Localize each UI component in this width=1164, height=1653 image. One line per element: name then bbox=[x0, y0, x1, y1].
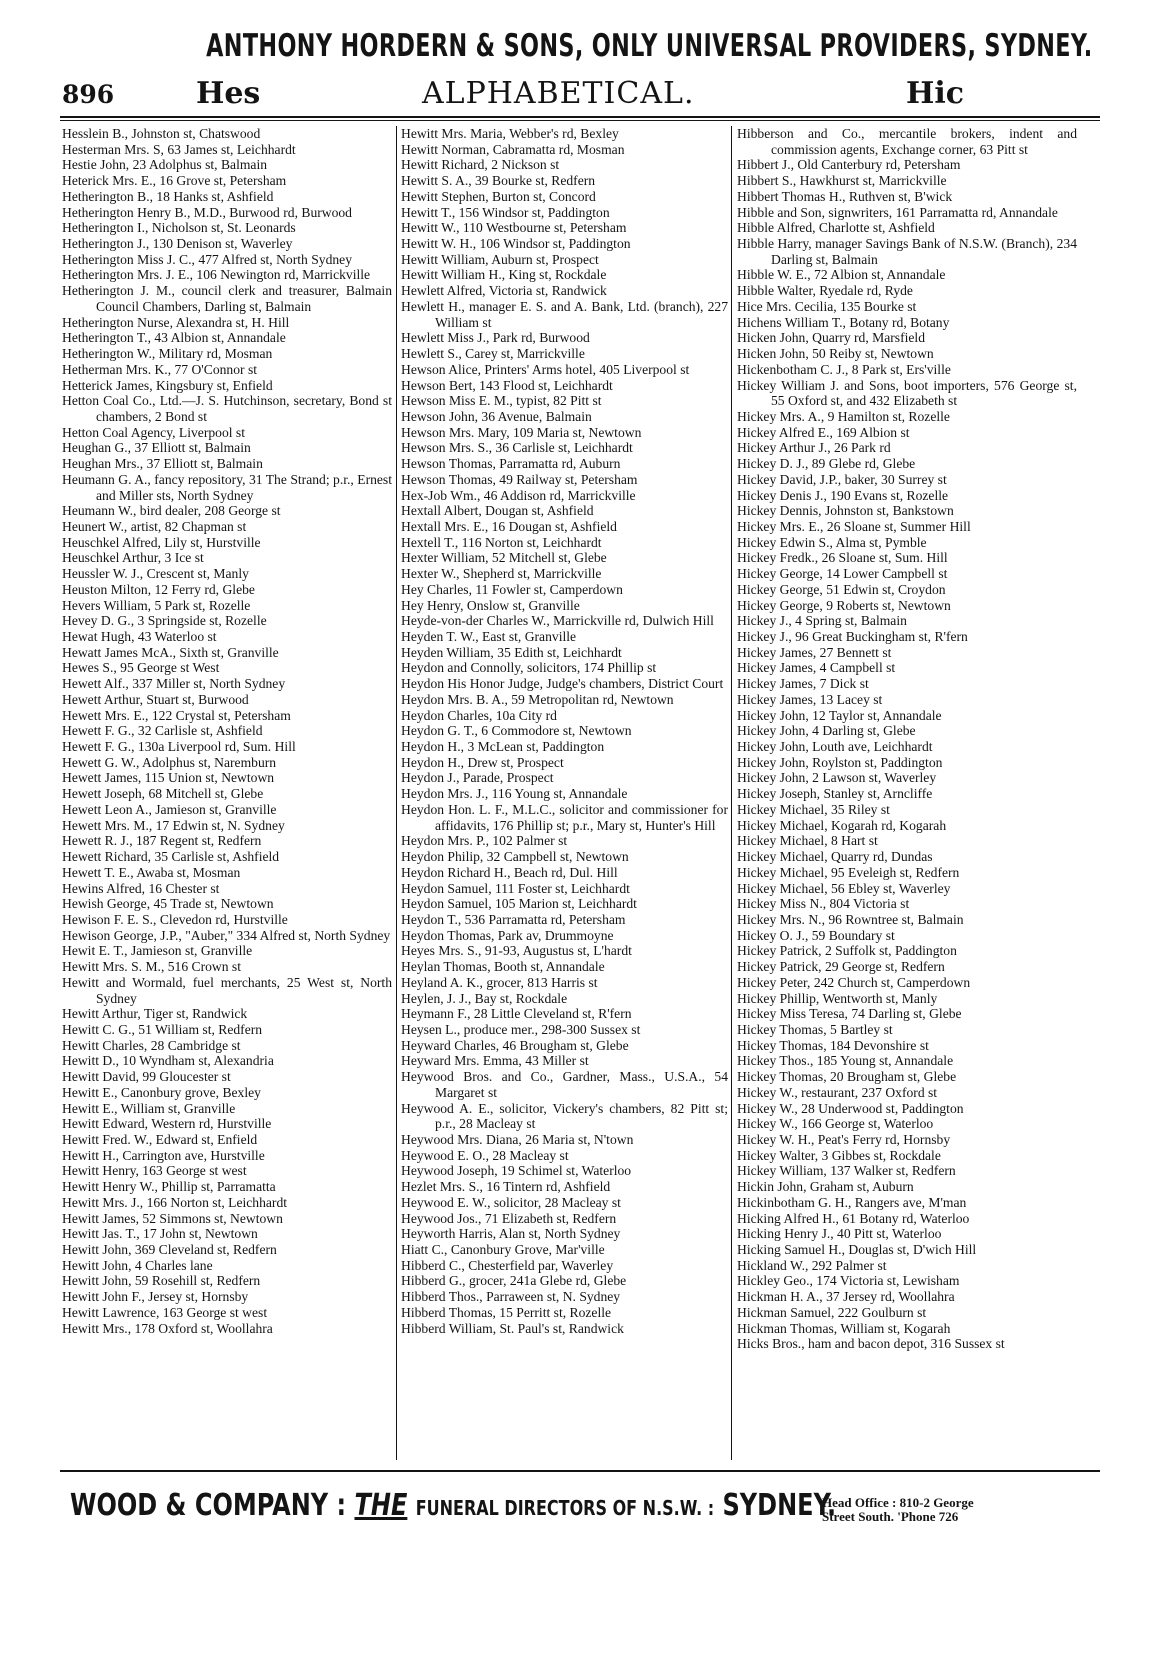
directory-entry: Hickey Michael, Kogarah rd, Kogarah bbox=[737, 817, 947, 833]
directory-entry: Hewitt and Wormald, fuel merchants, 25 West st, North Sydney bbox=[62, 974, 392, 1006]
left-guide-word: Hes bbox=[196, 76, 261, 111]
directory-entry: Hetton Coal Agency, Liverpool st bbox=[62, 424, 245, 440]
directory-column-2 bbox=[401, 126, 728, 1458]
directory-entry: Hewitt Stephen, Burton st, Concord bbox=[401, 188, 596, 204]
directory-entry: Hickey J., 96 Great Buckingham st, R'fern bbox=[737, 629, 968, 644]
directory-entry: Hibble Harry, manager Savings Bank of N.S.W. (Branch), 234 Darling st, Balmain bbox=[737, 236, 1077, 267]
directory-entry: Heyward Mrs. Emma, 43 Miller st bbox=[401, 1053, 589, 1069]
directory-entry: Heydon H., Drew st, Prospect bbox=[401, 754, 564, 770]
directory-entry: Hewitt Mrs. S. M., 516 Crown st bbox=[62, 959, 241, 975]
directory-entry: Hewson Mrs. Mary, 109 Maria st, Newtown bbox=[401, 424, 642, 440]
directory-entry: Hewlett Miss J., Park rd, Burwood bbox=[401, 330, 590, 346]
directory-entry: Hewitt W. H., 106 Windsor st, Paddington bbox=[401, 236, 631, 252]
directory-entry: Heydon J., Parade, Prospect bbox=[401, 770, 554, 786]
directory-entry: Hetherington Mrs. J. E., 106 Newington rd, Marrickville bbox=[62, 267, 371, 283]
directory-entry: Hewitt Jas. T., 17 John st, Newtown bbox=[62, 1226, 258, 1242]
directory-entry: Hibbert Thomas H., Ruthven st, B'wick bbox=[737, 188, 953, 204]
directory-entry: Hibberd C., Chesterfield par, Waverley bbox=[401, 1257, 614, 1273]
directory-entry: Heydon and Connolly, solicitors, 174 Phillip st bbox=[401, 660, 657, 676]
directory-entry: Hickey James, 4 Campbell st bbox=[737, 660, 896, 676]
directory-entry: Hibble Walter, Ryedale rd, Ryde bbox=[737, 283, 913, 299]
directory-entry: Hickey Michael, 95 Eveleigh st, Redfern bbox=[737, 864, 960, 880]
directory-entry: Heydon Thomas, Park av, Drummoyne bbox=[401, 927, 614, 943]
directory-entry: Hickey Peter, 242 Church st, Camperdown bbox=[737, 974, 971, 990]
directory-entry: Heylan Thomas, Booth st, Annandale bbox=[401, 959, 605, 975]
directory-entry: Hickman Samuel, 222 Goulburn st bbox=[737, 1304, 927, 1320]
page-number: 896 bbox=[62, 80, 115, 109]
directory-entry: Heydon T., 536 Parramatta rd, Petersham bbox=[401, 911, 626, 927]
directory-entry: Hickey Thomas, 184 Devonshire st bbox=[737, 1037, 929, 1053]
directory-entry: Hickey Mrs. N., 96 Rowntree st, Balmain bbox=[737, 911, 964, 927]
directory-entry: Hewitt Lawrence, 163 George st west bbox=[62, 1304, 268, 1320]
directory-entry: Hewett Mrs. M., 17 Edwin st, N. Sydney bbox=[62, 817, 285, 833]
directory-entry: Hewson Thomas, 49 Railway st, Petersham bbox=[401, 471, 638, 487]
directory-entry: Hewett F. G., 32 Carlisle st, Ashfield bbox=[62, 723, 263, 739]
directory-entry: Hewitt C. G., 51 William st, Redfern bbox=[62, 1021, 263, 1037]
directory-entry: Heydon Mrs. B. A., 59 Metropolitan rd, Newtown bbox=[401, 691, 674, 707]
directory-entry: Heughan G., 37 Elliott st, Balmain bbox=[62, 440, 251, 456]
directory-entry: Hickey Mrs. E., 26 Sloane st, Summer Hill bbox=[737, 518, 971, 534]
directory-entry: Heyes Mrs. S., 91-93, Augustus st, L'hardt bbox=[401, 943, 632, 959]
directory-entry: Hetherington Henry B., M.D., Burwood rd, Burwood bbox=[62, 204, 352, 220]
directory-entry: Hewitt John F., Jersey st, Hornsby bbox=[62, 1289, 249, 1305]
directory-entry: Hibberd Thos., Parraween st, N. Sydney bbox=[401, 1289, 621, 1305]
directory-entry: Hextall Albert, Dougan st, Ashfield bbox=[401, 503, 594, 519]
directory-entry: Hickey Thos., 185 Young st, Annandale bbox=[737, 1053, 954, 1069]
directory-entry: Hickey Thomas, 5 Bartley st bbox=[737, 1021, 893, 1037]
directory-entry: Hewett Leon A., Jamieson st, Granville bbox=[62, 801, 277, 817]
directory-entry: Heywood Mrs. Diana, 26 Maria st, N'town bbox=[401, 1132, 634, 1147]
directory-entry: Hewitt William H., King st, Rockdale bbox=[401, 267, 607, 283]
directory-entry: Hibberd Thomas, 15 Perritt st, Rozelle bbox=[401, 1304, 612, 1320]
directory-entry: Hewitt W., 110 Westbourne st, Petersham bbox=[401, 220, 627, 236]
directory-entry: Hickey James, 7 Dick st bbox=[737, 676, 869, 692]
directory-entry: Hickey Arthur J., 26 Park rd bbox=[737, 440, 891, 456]
directory-entry: Hewitt E., Canonbury grove, Bexley bbox=[62, 1084, 261, 1100]
directory-entry: Heydon Hon. L. F., M.L.C., solicitor and commissioner for affidavits, 176 Phillip st; p.r., Mary st, Hunter's Hill bbox=[401, 801, 728, 833]
directory-entry: Hewett Joseph, 68 Mitchell st, Glebe bbox=[62, 786, 264, 802]
directory-entry: Hicking Henry J., 40 Pitt st, Waterloo bbox=[737, 1226, 942, 1242]
directory-entry: Hexter William, 52 Mitchell st, Glebe bbox=[401, 550, 607, 566]
directory-entry: Hickey Patrick, 29 George st, Redfern bbox=[737, 959, 945, 975]
directory-entry: Hickey Michael, Quarry rd, Dundas bbox=[737, 849, 933, 865]
directory-entry: Heydon Charles, 10a City rd bbox=[401, 707, 557, 723]
directory-entry: Hickey W. H., Peat's Ferry rd, Hornsby bbox=[737, 1132, 951, 1147]
directory-entry: Hewitt Mrs. Maria, Webber's rd, Bexley bbox=[401, 126, 619, 141]
column-divider-2 bbox=[731, 126, 732, 1460]
footer-slogan bbox=[70, 1488, 836, 1523]
directory-entry: Hewitt T., 156 Windsor st, Paddington bbox=[401, 204, 610, 220]
directory-entry: Hewitt John, 369 Cleveland st, Redfern bbox=[62, 1242, 277, 1258]
directory-entry: Hicken John, Quarry rd, Marsfield bbox=[737, 330, 925, 346]
directory-entry: Hickey J., 4 Spring st, Balmain bbox=[737, 613, 907, 629]
directory-entry: Hickenbotham C. J., 8 Park st, Ers'ville bbox=[737, 361, 951, 377]
directory-entry: Heylen, J. J., Bay st, Rockdale bbox=[401, 990, 568, 1006]
directory-entry: Hewett G. W., Adolphus st, Naremburn bbox=[62, 754, 277, 770]
directory-entry: Hewett Alf., 337 Miller st, North Sydney bbox=[62, 676, 286, 692]
directory-entry: Hice Mrs. Cecilia, 135 Bourke st bbox=[737, 298, 917, 314]
directory-entry: Hibbert S., Hawkhurst st, Marrickville bbox=[737, 173, 947, 189]
directory-entry: Hevey D. G., 3 Springside st, Rozelle bbox=[62, 613, 267, 629]
directory-entry: Hewitt Mrs., 178 Oxford st, Woollahra bbox=[62, 1320, 273, 1336]
directory-entry: Hickey Miss Teresa, 74 Darling st, Glebe bbox=[737, 1006, 962, 1022]
directory-entry: Hickey John, Louth ave, Leichhardt bbox=[737, 739, 933, 755]
directory-entry: Heywood E. O., 28 Macleay st bbox=[401, 1147, 569, 1163]
directory-entry: Heydon Mrs. P., 102 Palmer st bbox=[401, 833, 568, 849]
directory-entry: Hetton Coal Co., Ltd.—J. S. Hutchinson, secretary, Bond st chambers, 2 Bond st bbox=[62, 393, 392, 424]
directory-entry: Hetterick James, Kingsbury st, Enfield bbox=[62, 377, 273, 393]
directory-column-1 bbox=[62, 126, 392, 1458]
directory-entry: Heydon G. T., 6 Commodore st, Newtown bbox=[401, 723, 632, 739]
directory-entry: Hickey W., 166 George st, Waterloo bbox=[737, 1116, 934, 1132]
directory-entry: Hewitt Fred. W., Edward st, Enfield bbox=[62, 1132, 258, 1147]
directory-entry: Hickey John, Roylston st, Paddington bbox=[737, 754, 943, 770]
directory-entry: Hickey W., 28 Underwood st, Paddington bbox=[737, 1100, 964, 1116]
directory-entry: Hickey Michael, 56 Ebley st, Waverley bbox=[737, 880, 951, 896]
directory-entry: Heyward Charles, 46 Brougham st, Glebe bbox=[401, 1037, 629, 1053]
directory-entry: Heyland A. K., grocer, 813 Harris st bbox=[401, 974, 598, 990]
directory-entry: Hesterman Mrs. S, 63 James st, Leichhardt bbox=[62, 141, 296, 157]
directory-entry: Hewitt William, Auburn st, Prospect bbox=[401, 251, 599, 267]
directory-entry: Hewes S., 95 George st West bbox=[62, 660, 220, 676]
directory-entry: Heyde-von-der Charles W., Marrickville rd, Dulwich Hill bbox=[401, 613, 714, 629]
directory-entry: Hibbert J., Old Canterbury rd, Petersham bbox=[737, 157, 961, 173]
directory-entry: Hickey John, 12 Taylor st, Annandale bbox=[737, 707, 942, 723]
directory-entry: Heyden William, 35 Edith st, Leichhardt bbox=[401, 644, 622, 660]
directory-entry: Hewitt E., William st, Granville bbox=[62, 1100, 236, 1116]
directory-entry: Hewitt S. A., 39 Bourke st, Redfern bbox=[401, 173, 596, 189]
directory-entry: Hewett T. E., Awaba st, Mosman bbox=[62, 864, 241, 880]
directory-entry: Hibberd William, St. Paul's st, Randwick bbox=[401, 1320, 624, 1336]
directory-entry: Heydon Philip, 32 Campbell st, Newtown bbox=[401, 849, 629, 865]
directory-entry: Heymann F., 28 Little Cleveland st, R'fern bbox=[401, 1006, 632, 1022]
directory-entry: Hickey Alfred E., 169 Albion st bbox=[737, 424, 910, 440]
directory-entry: Hickey Walter, 3 Gibbes st, Rockdale bbox=[737, 1147, 941, 1163]
footer-office-address bbox=[822, 1496, 1032, 1524]
directory-entry: Hewison George, J.P., "Auber," 334 Alfred st, North Sydney bbox=[62, 927, 391, 943]
directory-entry: Hickey Denis J., 190 Evans st, Rozelle bbox=[737, 487, 949, 503]
directory-entry: Hewitt Richard, 2 Nickson st bbox=[401, 157, 560, 173]
directory-entry: Hewson John, 36 Avenue, Balmain bbox=[401, 408, 592, 424]
directory-entry: Hewett Mrs. E., 122 Crystal st, Petersham bbox=[62, 707, 291, 723]
directory-entry: Heunert W., artist, 82 Chapman st bbox=[62, 518, 247, 534]
directory-entry: Hewlett Alfred, Victoria st, Randwick bbox=[401, 283, 607, 299]
directory-entry: Hewitt Arthur, Tiger st, Randwick bbox=[62, 1006, 248, 1022]
directory-entry: Hickey Fredk., 26 Sloane st, Sum. Hill bbox=[737, 550, 948, 566]
directory-entry: Hewitt John, 59 Rosehill st, Redfern bbox=[62, 1273, 261, 1289]
directory-entry: Heumann G. A., fancy repository, 31 The Strand; p.r., Ernest and Miller sts, North Sydney bbox=[62, 471, 392, 503]
directory-entry: Hestie John, 23 Adolphus st, Balmain bbox=[62, 157, 268, 173]
directory-entry: Heumann W., bird dealer, 208 George st bbox=[62, 503, 281, 519]
directory-entry: Hewitt John, 4 Charles lane bbox=[62, 1257, 213, 1273]
directory-entry: Hewitt James, 52 Simmons st, Newtown bbox=[62, 1210, 283, 1226]
directory-entry: Hewitt Norman, Cabramatta rd, Mosman bbox=[401, 141, 625, 157]
directory-entry: Hickey Miss N., 804 Victoria st bbox=[737, 896, 910, 912]
directory-entry: Hickey D. J., 89 Glebe rd, Glebe bbox=[737, 456, 916, 472]
directory-entry: Hewatt James McA., Sixth st, Granville bbox=[62, 644, 279, 660]
directory-entry: Hickey James, 27 Bennett st bbox=[737, 644, 892, 660]
directory-entry: Hickman H. A., 37 Jersey rd, Woollahra bbox=[737, 1289, 955, 1305]
footer-the: THE bbox=[354, 1488, 408, 1523]
directory-entry: Heuston Milton, 12 Ferry rd, Glebe bbox=[62, 581, 255, 597]
directory-entry: Heuschkel Arthur, 3 Ice st bbox=[62, 550, 204, 566]
directory-entry: Hickey John, 2 Lawson st, Waverley bbox=[737, 770, 937, 786]
directory-entry: Hibble W. E., 72 Albion st, Annandale bbox=[737, 267, 946, 283]
directory-entry: Hewson Thomas, Parramatta rd, Auburn bbox=[401, 456, 621, 472]
directory-entry: Hezlet Mrs. S., 16 Tintern rd, Ashfield bbox=[401, 1179, 611, 1195]
directory-entry: Hickey Michael, 35 Riley st bbox=[737, 801, 890, 817]
directory-entry: Hickey Thomas, 20 Brougham st, Glebe bbox=[737, 1069, 957, 1085]
directory-entry: Heysen L., produce mer., 298-300 Sussex st bbox=[401, 1021, 641, 1037]
directory-entry: Hewett Arthur, Stuart st, Burwood bbox=[62, 691, 249, 707]
directory-entry: Hewitt David, 99 Gloucester st bbox=[62, 1069, 231, 1085]
directory-entry: Hewett Richard, 35 Carlisle st, Ashfield bbox=[62, 849, 280, 865]
directory-entry: Hickey Edwin S., Alma st, Pymble bbox=[737, 534, 927, 550]
directory-entry: Hextell T., 116 Norton st, Leichhardt bbox=[401, 534, 602, 550]
column-divider-1 bbox=[396, 126, 397, 1460]
directory-entry: Hickey Patrick, 2 Suffolk st, Paddington bbox=[737, 943, 957, 959]
directory-entry: Hewlett H., manager E. S. and A. Bank, Ltd. (branch), 227 William st bbox=[401, 298, 728, 330]
directory-entry: Heywood Bros. and Co., Gardner, Mass., U.S.A., 54 Margaret st bbox=[401, 1069, 728, 1100]
directory-entry: Hetherington Miss J. C., 477 Alfred st, North Sydney bbox=[62, 251, 352, 267]
directory-entry: Hickey W., restaurant, 237 Oxford st bbox=[737, 1084, 938, 1100]
directory-entry: Hickey Michael, 8 Hart st bbox=[737, 833, 878, 849]
directory-entry: Hevers William, 5 Park st, Rozelle bbox=[62, 597, 251, 613]
directory-entry: Heussler W. J., Crescent st, Manly bbox=[62, 566, 249, 582]
directory-entry: Heydon Samuel, 111 Foster st, Leichhardt bbox=[401, 880, 630, 896]
directory-entry: Heterick Mrs. E., 16 Grove st, Petersham bbox=[62, 173, 287, 189]
directory-entry: Hetherington I., Nicholson st, St. Leonards bbox=[62, 220, 296, 236]
directory-entry: Heydon Mrs. J., 116 Young st, Annandale bbox=[401, 786, 628, 802]
directory-entry: Hicking Samuel H., Douglas st, D'wich Hill bbox=[737, 1242, 977, 1258]
directory-entry: Hetherington Nurse, Alexandra st, H. Hill bbox=[62, 314, 290, 330]
right-guide-word: Hic bbox=[906, 76, 965, 111]
directory-entry: Hicken John, 50 Reiby st, Newtown bbox=[737, 346, 934, 362]
footer-city: SYDNEY. bbox=[722, 1488, 837, 1523]
directory-entry: Hickey George, 51 Edwin st, Croydon bbox=[737, 581, 946, 597]
directory-entry: Hewitt H., Carrington ave, Hurstville bbox=[62, 1147, 265, 1163]
directory-entry: Hibble and Son, signwriters, 161 Parramatta rd, Annandale bbox=[737, 204, 1058, 220]
directory-entry: Hetherman Mrs. K., 77 O'Connor st bbox=[62, 361, 258, 377]
directory-entry: Hickey George, 9 Roberts st, Newtown bbox=[737, 597, 951, 613]
directory-entry: Heydon H., 3 McLean st, Paddington bbox=[401, 739, 605, 755]
directory-entry: Heywood E. W., solicitor, 28 Macleay st bbox=[401, 1194, 621, 1210]
directory-entry: Hewitt Henry W., Phillip st, Parramatta bbox=[62, 1179, 276, 1195]
directory-entry: Hetherington J. M., council clerk and treasurer, Balmain Council Chambers, Darling st, Balmain bbox=[62, 283, 392, 314]
directory-entry: Hickey O. J., 59 Boundary st bbox=[737, 927, 895, 943]
directory-entry: Hewett F. G., 130a Liverpool rd, Sum. Hill bbox=[62, 739, 296, 755]
directory-entry: Heywood Joseph, 19 Schimel st, Waterloo bbox=[401, 1163, 632, 1179]
directory-entry: Hewitt D., 10 Wyndham st, Alexandria bbox=[62, 1053, 274, 1069]
directory-entry: Hickey William J. and Sons, boot importers, 576 George st, 55 Oxford st, and 432 Elizabeth st bbox=[737, 377, 1077, 409]
footer-rule bbox=[60, 1470, 1100, 1472]
directory-entry: Hibberson and Co., mercantile brokers, indent and commission agents, Exchange corner, 63 Pitt st bbox=[737, 126, 1077, 157]
directory-entry: Hetherington T., 43 Albion st, Annandale bbox=[62, 330, 286, 346]
directory-entry: Hickman Thomas, William st, Kogarah bbox=[737, 1320, 951, 1336]
directory-entry: Hewitt Edward, Western rd, Hurstville bbox=[62, 1116, 272, 1132]
directory-entry: Hibble Alfred, Charlotte st, Ashfield bbox=[737, 220, 935, 236]
footer-company: WOOD & COMPANY : bbox=[70, 1488, 347, 1523]
directory-entry: Hewitt Henry, 163 George st west bbox=[62, 1163, 247, 1179]
directory-entry: Hextall Mrs. E., 16 Dougan st, Ashfield bbox=[401, 518, 617, 534]
directory-entry: Hewish George, 45 Trade st, Newtown bbox=[62, 896, 274, 912]
directory-entry: Hey Charles, 11 Fowler st, Camperdown bbox=[401, 581, 623, 597]
directory-entry: Hickey George, 14 Lower Campbell st bbox=[737, 566, 948, 582]
directory-entry: Hicks Bros., ham and bacon depot, 316 Sussex st bbox=[737, 1336, 1005, 1352]
directory-entry: Hex-Job Wm., 46 Addison rd, Marrickville bbox=[401, 487, 636, 503]
directory-entry: Hickey Joseph, Stanley st, Arncliffe bbox=[737, 786, 933, 802]
directory-entry: Hewett R. J., 187 Regent st, Redfern bbox=[62, 833, 262, 849]
directory-entry: Heydon Samuel, 105 Marion st, Leichhardt bbox=[401, 896, 637, 912]
directory-entry: Heyworth Harris, Alan st, North Sydney bbox=[401, 1226, 621, 1242]
directory-entry: Heuschkel Alfred, Lily st, Hurstville bbox=[62, 534, 261, 550]
directory-entry: Hickley Geo., 174 Victoria st, Lewisham bbox=[737, 1273, 960, 1289]
directory-entry: Hewitt Mrs. J., 166 Norton st, Leichhardt bbox=[62, 1194, 288, 1210]
directory-entry: Hickey David, J.P., baker, 30 Surrey st bbox=[737, 471, 947, 487]
directory-entry: Hiatt C., Canonbury Grove, Mar'ville bbox=[401, 1242, 605, 1258]
header-rule bbox=[60, 116, 1100, 118]
page-title: ALPHABETICAL. bbox=[422, 76, 695, 111]
advertising-banner: ANTHONY HORDERN & SONS, ONLY UNIVERSAL PROVIDERS, SYDNEY. bbox=[206, 28, 1093, 64]
directory-entry: Hexter W., Shepherd st, Marrickville bbox=[401, 566, 602, 582]
directory-column-3 bbox=[737, 126, 1077, 1458]
directory-entry: Hickey John, 4 Darling st, Glebe bbox=[737, 723, 916, 739]
directory-entry: Hewson Mrs. S., 36 Carlisle st, Leichhardt bbox=[401, 440, 633, 456]
directory-entry: Hetherington W., Military rd, Mosman bbox=[62, 346, 273, 362]
directory-entry: Heydon His Honor Judge, Judge's chambers, District Court bbox=[401, 676, 724, 692]
directory-entry: Hickey Phillip, Wentworth st, Manly bbox=[737, 990, 938, 1006]
directory-entry: Hesslein B., Johnston st, Chatswood bbox=[62, 126, 261, 141]
directory-entry: Heughan Mrs., 37 Elliott st, Balmain bbox=[62, 456, 263, 472]
directory-entry: Hickey William, 137 Walker st, Redfern bbox=[737, 1163, 956, 1179]
directory-entry: Hickland W., 292 Palmer st bbox=[737, 1257, 887, 1273]
directory-entry: Hickinbotham G. H., Rangers ave, M'man bbox=[737, 1194, 967, 1210]
directory-entry: Hewson Miss E. M., typist, 82 Pitt st bbox=[401, 393, 602, 409]
directory-entry: Hickey Mrs. A., 9 Hamilton st, Rozelle bbox=[737, 408, 950, 424]
directory-entry: Hickey James, 13 Lacey st bbox=[737, 691, 883, 707]
directory-entry: Hewson Alice, Printers' Arms hotel, 405 Liverpool st bbox=[401, 361, 690, 377]
footer-tagline: FUNERAL DIRECTORS OF N.S.W. : bbox=[415, 1496, 715, 1520]
directory-entry: Hewitt Charles, 28 Cambridge st bbox=[62, 1037, 241, 1053]
directory-entry: Heyden T. W., East st, Granville bbox=[401, 629, 577, 644]
directory-entry: Heywood Jos., 71 Elizabeth st, Redfern bbox=[401, 1210, 617, 1226]
directory-entry: Hey Henry, Onslow st, Granville bbox=[401, 597, 580, 613]
directory-entry: Hicking Alfred H., 61 Botany rd, Waterloo bbox=[737, 1210, 970, 1226]
directory-entry: Hickin John, Graham st, Auburn bbox=[737, 1179, 914, 1195]
directory-entry: Hewat Hugh, 43 Waterloo st bbox=[62, 629, 217, 644]
directory-entry: Hewins Alfred, 16 Chester st bbox=[62, 880, 220, 896]
directory-entry: Hetherington J., 130 Denison st, Waverley bbox=[62, 236, 293, 252]
footer-office-line-1: Head Office : 810-2 George bbox=[822, 1495, 974, 1510]
directory-entry: Hibberd G., grocer, 241a Glebe rd, Glebe bbox=[401, 1273, 627, 1289]
directory-entry: Hewett James, 115 Union st, Newtown bbox=[62, 770, 275, 786]
directory-entry: Hichens William T., Botany rd, Botany bbox=[737, 314, 950, 330]
directory-entry: Hickey Dennis, Johnston st, Bankstown bbox=[737, 503, 954, 519]
directory-entry: Hewison F. E. S., Clevedon rd, Hurstville bbox=[62, 911, 288, 927]
directory-entry: Hewit E. T., Jamieson st, Granville bbox=[62, 943, 253, 959]
directory-entry: Heywood A. E., solicitor, Vickery's chambers, 82 Pitt st; p.r., 28 Macleay st bbox=[401, 1100, 728, 1132]
footer-office-line-2: Street South. 'Phone 726 bbox=[822, 1509, 959, 1524]
directory-entry: Hewlett S., Carey st, Marrickville bbox=[401, 346, 585, 362]
header-rule-thin bbox=[60, 120, 1100, 121]
directory-entry: Heydon Richard H., Beach rd, Dul. Hill bbox=[401, 864, 618, 880]
directory-entry: Hewson Bert, 143 Flood st, Leichhardt bbox=[401, 377, 613, 393]
directory-entry: Hetherington B., 18 Hanks st, Ashfield bbox=[62, 188, 274, 204]
